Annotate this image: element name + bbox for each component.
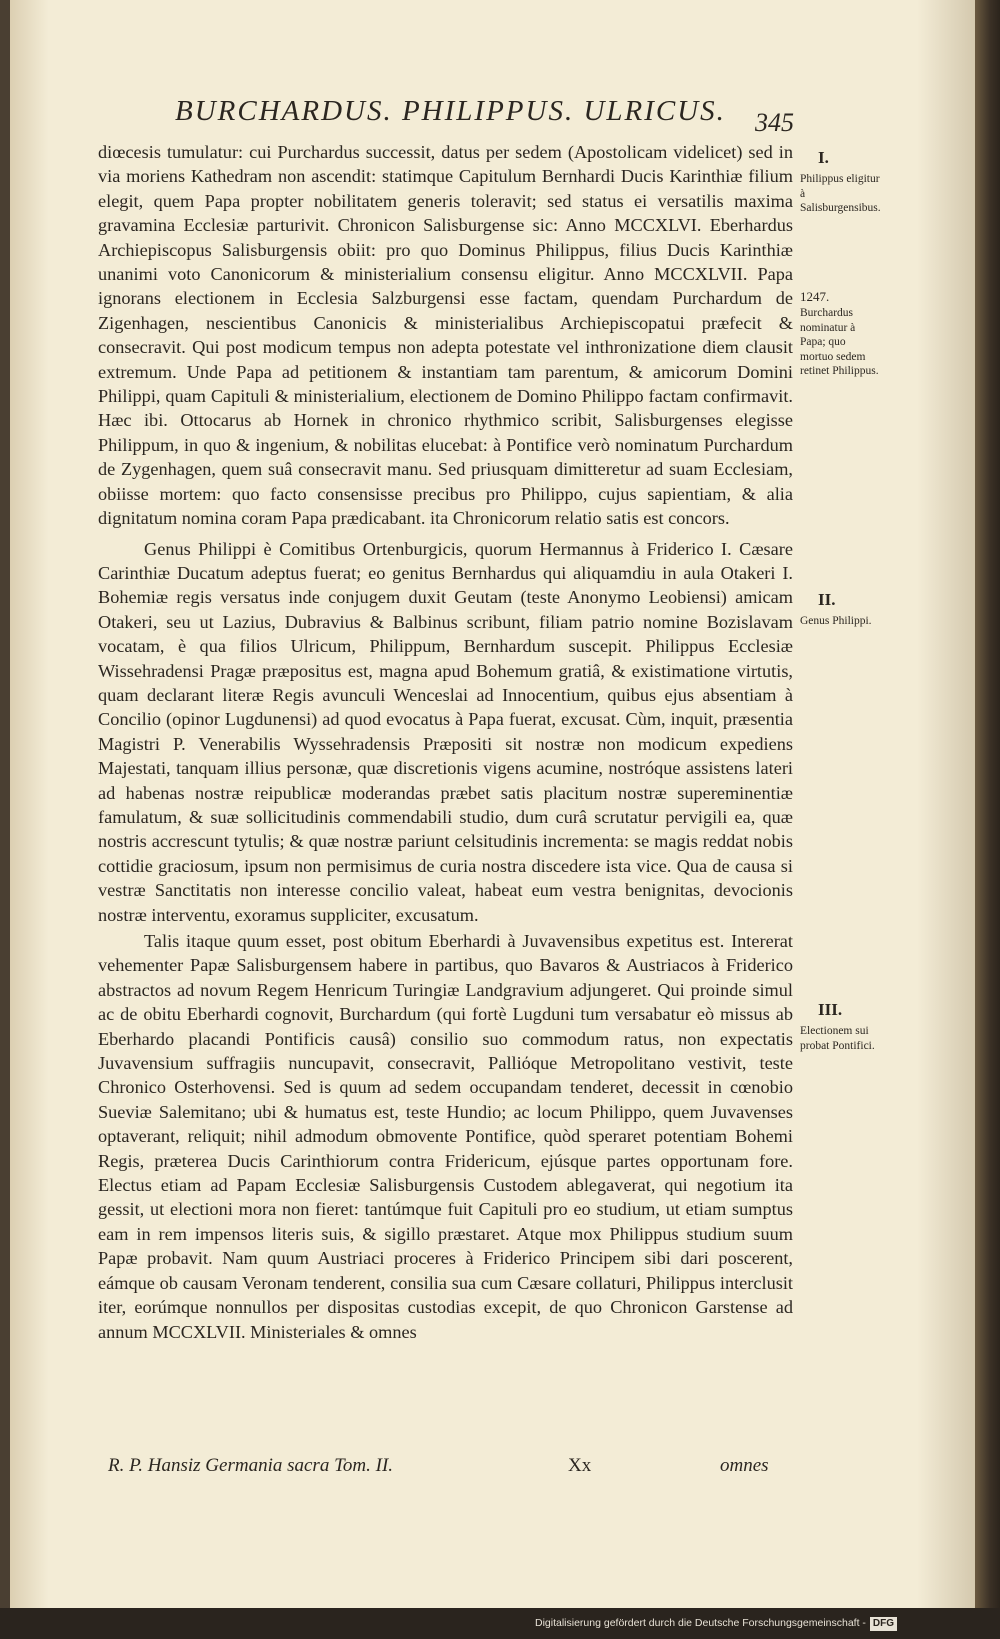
paragraph-3: Talis itaque quum esset, post obitum Eberhardi à Juvavensibus expetitus est. Intererat vehementer Papæ Salisburgensem habere in partibus, quo Bavaros & Austriacos à Friderico abstractos ad novum Regem Henricum Turingiæ Landgravium adjungeret. Qui proinde simul ac de obitu Eberhardi cognovit, Burchardum (qui fortè Lugduni tum versabatur eò missus ab Eberhardo placandi Pontificis causâ) consilio suo commodum ratus, non expectatis Juvavensium suffragiis nuncupavit, consecravit, Palliόque Metropolitano vestivit, teste Chronico Osterhovensi. Sed is quum ad sedem occupandam tenderet, decessit in cœnobio Sueviæ Salemitano; ubi & humatus est, teste Hundio; ac locum Philippo, quem Juvavenses optaverant, reliquit; nihil admodum obmovente Pontifice, quòd speraret potentiam Bohemi Regis, præterea Ducis Carinthiorum contra Fridericum, ejúsque partes opportunam fore. Electus etiam ad Papam Ecclesiæ Salisburgensis Custodem ablegaverat, qui negotium ita gessit, ut electioni mora non fieret: tantúmque fuit Capituli pro eo studium, ut etiam sumptus eam in rem impensos literis suis, & sigillo præstaret. Atque mox Philippus studium suum Papæ probavit. Nam quum Austriaci proceres à Friderico Principem sibi dari poscerent, eámque ob causam Veronam tenderent, consilia sua cum Cæsare collaturi, Philippus interclusit iter, eorúmque nonnullos per dispositas custodias excepit, de quo Chronicon Garstense ad annum MCCXLVII. Ministeriales & omnes: [98, 931, 793, 1342]
page-edge: [975, 0, 1000, 1608]
marginal-note-1b: Burchardus nominatur à Papa; quo mortuo sedem retinet Philippus.: [800, 307, 879, 377]
paragraph-1: diœcesis tumulatur: cui Purchardus successit, datus per sedem (Apostolicam videlicet) sed in via moriens Kathedram non ascendit: statimque Capitulum Bernhardi Ducis Karinthiæ filium elegit, quem Papa propter nobilitatem generis toleravit; sed status ei versatilis maxima gravamina Ecclesiæ parturivit. Chronicon Salisburgense sic: Anno MCCXLVI. Eberhardus Archiepiscopus Salisburgensis obiit: pro quo Dominus Philippus, filius Ducis Karinthiæ unanimi voto Canonicorum & ministerialium consensu eligitur. Anno MCCXLVII. Papa ignorans electionem in Ecclesia Salzburgensi esse factam, quendam Purchardum de Zigenhagen, nescientibus Canonicis & ministerialibus Archiepiscopatui præfecit & consecravit. Qui post modicum tempus non adepta potestate vel inthronizatione diem clausit extremum. Unde Papa ad petitionem & instantiam tam parentum, & amicorum Domini Philippi, quam Capituli & ministerialium, electionem de Domino Philippo factam confirmavit. Hæc ibi. Ottocarus ab Hornek in chronico rhythmico scribit, Salisburgenses elegisse Philippum, in quo & ingenium, & nobilitas elucebat: à Pontifice verò nominatum Purchardum de Zygenhagen, quem suâ consecravit manu. Sed priusquam dimitteretur ad suam Ecclesiam, obiisse mortem: quo facto consensisse precibus pro Philippo, cujus sapientiam, & alia dignitatum nomina coram Papa prædicabant. ita Chronicorum relatio satis est concors.: [98, 142, 793, 529]
digitization-credit: [535, 1612, 995, 1634]
section-number-2: II.: [818, 590, 836, 609]
signature-mark: Xx: [568, 1455, 592, 1476]
page-number: 345: [755, 108, 794, 137]
section-number-1: I.: [818, 148, 829, 167]
main-text: [98, 140, 793, 1344]
marginal-note-1: Philippus eligitur à Salisburgensibus.: [800, 173, 881, 214]
catchword: omnes: [720, 1455, 769, 1476]
section-number-3: III.: [818, 1000, 843, 1019]
marginal-year-1247: 1247.: [800, 289, 830, 304]
marginal-note-3: Electionem sui probat Pontifici.: [800, 1025, 875, 1052]
marginal-note-2: Genus Philippi.: [800, 615, 872, 627]
credit-text: Digitalisierung gefördert durch die Deutsche Forschungsgemeinschaft -: [535, 1617, 866, 1629]
binding-shadow: [0, 0, 10, 1608]
book-page: [10, 0, 975, 1608]
running-head: BURCHARDUS. PHILIPPUS. ULRICUS.: [175, 95, 726, 127]
book-reference: R. P. Hansiz Germania sacra Tom. II.: [108, 1455, 394, 1476]
paragraph-2: Genus Philippi è Comitibus Ortenburgicis, quorum Hermannus à Friderico I. Cæsare Carinthiæ Ducatum adeptus fuerat; eo genitus Bernhardus qui aliquamdiu in aula Otakeri I. Bohemiæ regis versatus inde conjugem duxit Geutam (teste Anonymo Leobiensi) amicam Otakeri, seu ut Lazius, Dubravius & Balbinus scribunt, filiam patrio nomine Bozislavam vocatam, è qua filios Ulricum, Philippum, Bernhardum suscepit. Philippus Ecclesiæ Wissehradensi Pragæ præpositus est, magna apud Bohemum gratiâ, & existimatione virtutis, quam declarant literæ Regis avunculi Wenceslai ad Innocentium, quibus ejus absentiam à Concilio (opinor Lugdunensi) ad quod evocatus à Papa fuerat, excusat. Cùm, inquit, præsentia Magistri P. Venerabilis Wyssehradensis Præpositi sit nostræ non modicum expediens Majestati, tanquam illius personæ, quæ discretionis vigens acumine, nostróque assistens lateri ad habenas nostræ reipublicæ moderandas præbet satis placitum nostræ supereminentiæ famulatum, & suæ sollicitudinis commendabili studio, dum curâ scrutatur pervigili ea, quæ nostris accrescunt tytulis; & quæ nostræ pariunt celsitudinis incrementa: se magis reddat nobis cottidie graciosum, ipsum non permisimus de curia nostra discedere ista vice. Qua de causa si vestræ Sanctitatis non interesse concilio valeat, habeat eum vestra benignitas, devocionis nostræ interventu, exoramus suppliciter, excusatum.: [98, 538, 793, 925]
dfg-logo: DFG: [870, 1617, 897, 1631]
